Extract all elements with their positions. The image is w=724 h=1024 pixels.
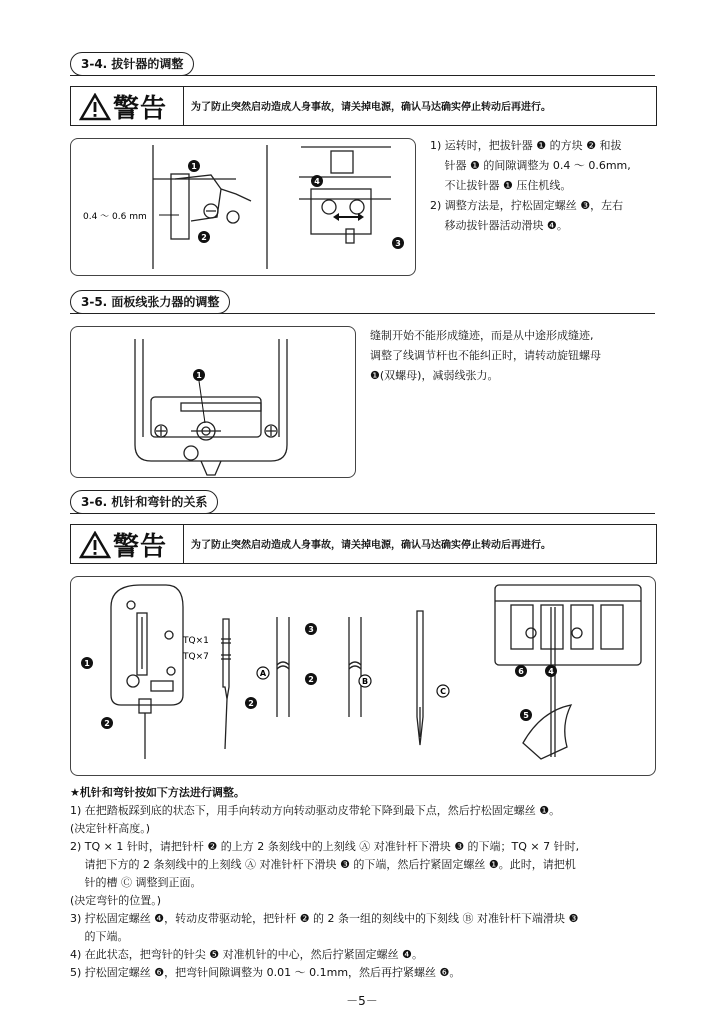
fig3-callout-6: 6 xyxy=(518,667,524,676)
warning-label: 警告 xyxy=(113,532,168,562)
step-2-line-2: 请把下方的 2 条刻线中的上刻线 Ⓐ 对准针杆下滑块 ❸ 的下端，然后拧紧固定螺丝 ❶。此时，请把机 xyxy=(70,858,576,871)
page-number: －5－ xyxy=(346,994,378,1008)
step-2-line-1: 2) TQ × 1 针时，请把针杆 ❷ 的上方 2 条刻线中的上刻线 Ⓐ 对准针杆下滑块 ❸ 的下端；TQ × 7 针时, xyxy=(70,840,580,853)
warning-triangle-icon xyxy=(79,531,111,559)
section-header-3-6 xyxy=(70,490,655,514)
tq1-label: TQ×1 xyxy=(183,636,209,646)
para1-line: 1) 运转时，把拔针器 ❶ 的方块 ❷ 和拔 xyxy=(430,139,622,152)
gap-label: 0.4 ～ 0.6 mm xyxy=(83,212,147,222)
section-header-3-5 xyxy=(70,290,655,314)
para2-line: 缝制开始不能形成缝迹，而是从中途形成缝迹, xyxy=(370,329,594,342)
figure-thread-tension xyxy=(70,326,356,478)
warning-label: 警告 xyxy=(113,94,168,124)
fig1-callout-2: 2 xyxy=(201,233,207,242)
fig1-callout-3: 3 xyxy=(395,239,401,248)
fig3-callout-2: 2 xyxy=(104,719,110,728)
fig3-callout-4: 4 xyxy=(548,667,554,676)
warning-text: 为了防止突然启动造成人身事故，请关掉电源，确认马达确实停止转动后再进行。 xyxy=(191,102,551,113)
section-title: 3-6. 机针和弯针的关系 xyxy=(70,490,218,514)
paragraph-3-4 xyxy=(430,136,660,236)
para1-line: 移动拔针器活动滑块 ❹。 xyxy=(430,219,568,232)
para2-line: ❶(双螺母)，减弱线张力。 xyxy=(370,369,499,382)
step-4: 4) 在此状态，把弯针的针尖 ❺ 对准机针的中心，然后拧紧固定螺丝 ❹。 xyxy=(70,948,423,961)
step-5: 5) 拧松固定螺丝 ❻，把弯针间隙调整为 0.01 ～ 0.1mm，然后再拧紧螺丝 ❻。 xyxy=(70,966,461,979)
tq7-label: TQ×7 xyxy=(183,652,209,662)
figure-needle-looper xyxy=(70,576,656,776)
para1-line: 针器 ❶ 的间隙调整为 0.4 ～ 0.6mm, xyxy=(430,159,631,172)
needle-guard-drawing xyxy=(71,139,415,275)
fig3-callout-1: 1 xyxy=(84,659,90,668)
sub-heading-needle-height: (决定针杆高度。) xyxy=(70,822,151,835)
step-2-line-3: 针的槽 Ⓒ 调整到正面。 xyxy=(70,876,202,889)
step-1: 1) 在把踏板踩到底的状态下，用手向转动方向转动驱动皮带轮下降到最下点，然后拧松固定螺丝 ❶。 xyxy=(70,804,561,817)
sub-heading-looper-position: (决定弯针的位置。) xyxy=(70,894,162,907)
warning-badge xyxy=(71,525,184,563)
section-header-3-4 xyxy=(70,52,655,76)
needle-looper-drawing xyxy=(71,577,655,775)
warning-badge xyxy=(71,87,184,125)
fig3-callout-2b: 2 xyxy=(248,699,254,708)
fig3-callout-2c: 2 xyxy=(308,675,314,684)
thread-tension-drawing xyxy=(71,327,355,477)
paragraph-3-5 xyxy=(370,326,660,386)
step-3-line-1: 3) 拧松固定螺丝 ❹，转动皮带驱动轮，把针杆 ❷ 的 2 条一组的刻线中的下刻线 Ⓑ 对准针杆下端滑块 ❸ xyxy=(70,912,579,925)
fig3-callout-3: 3 xyxy=(308,625,314,634)
warning-triangle-icon xyxy=(79,93,111,121)
warning-box xyxy=(70,524,657,564)
section-title: 3-4. 拔针器的调整 xyxy=(70,52,194,76)
para1-line: 不让拔针器 ❶ 压住机线。 xyxy=(430,179,572,192)
fig3-letter-c: C xyxy=(440,687,446,696)
fig1-callout-4: 4 xyxy=(314,177,320,186)
fig3-letter-a: A xyxy=(259,669,267,678)
fig2-callout-1: 1 xyxy=(196,371,202,380)
warning-box xyxy=(70,86,657,126)
figure-needle-guard xyxy=(70,138,416,276)
para1-line: 2) 调整方法是，拧松固定螺丝 ❸，左右 xyxy=(430,199,624,212)
fig3-callout-5: 5 xyxy=(523,711,529,720)
warning-text: 为了防止突然启动造成人身事故，请关掉电源，确认马达确实停止转动后再进行。 xyxy=(191,540,551,551)
para2-line: 调整了线调节杆也不能纠正时，请转动旋钮螺母 xyxy=(370,349,601,362)
fig1-callout-1: 1 xyxy=(191,162,197,171)
step-3-line-2: 的下端。 xyxy=(70,930,129,943)
section-title: 3-5. 面板线张力器的调整 xyxy=(70,290,230,314)
fig3-letter-b: B xyxy=(361,677,369,686)
body-heading: ★机针和弯针按如下方法进行调整。 xyxy=(70,786,245,799)
